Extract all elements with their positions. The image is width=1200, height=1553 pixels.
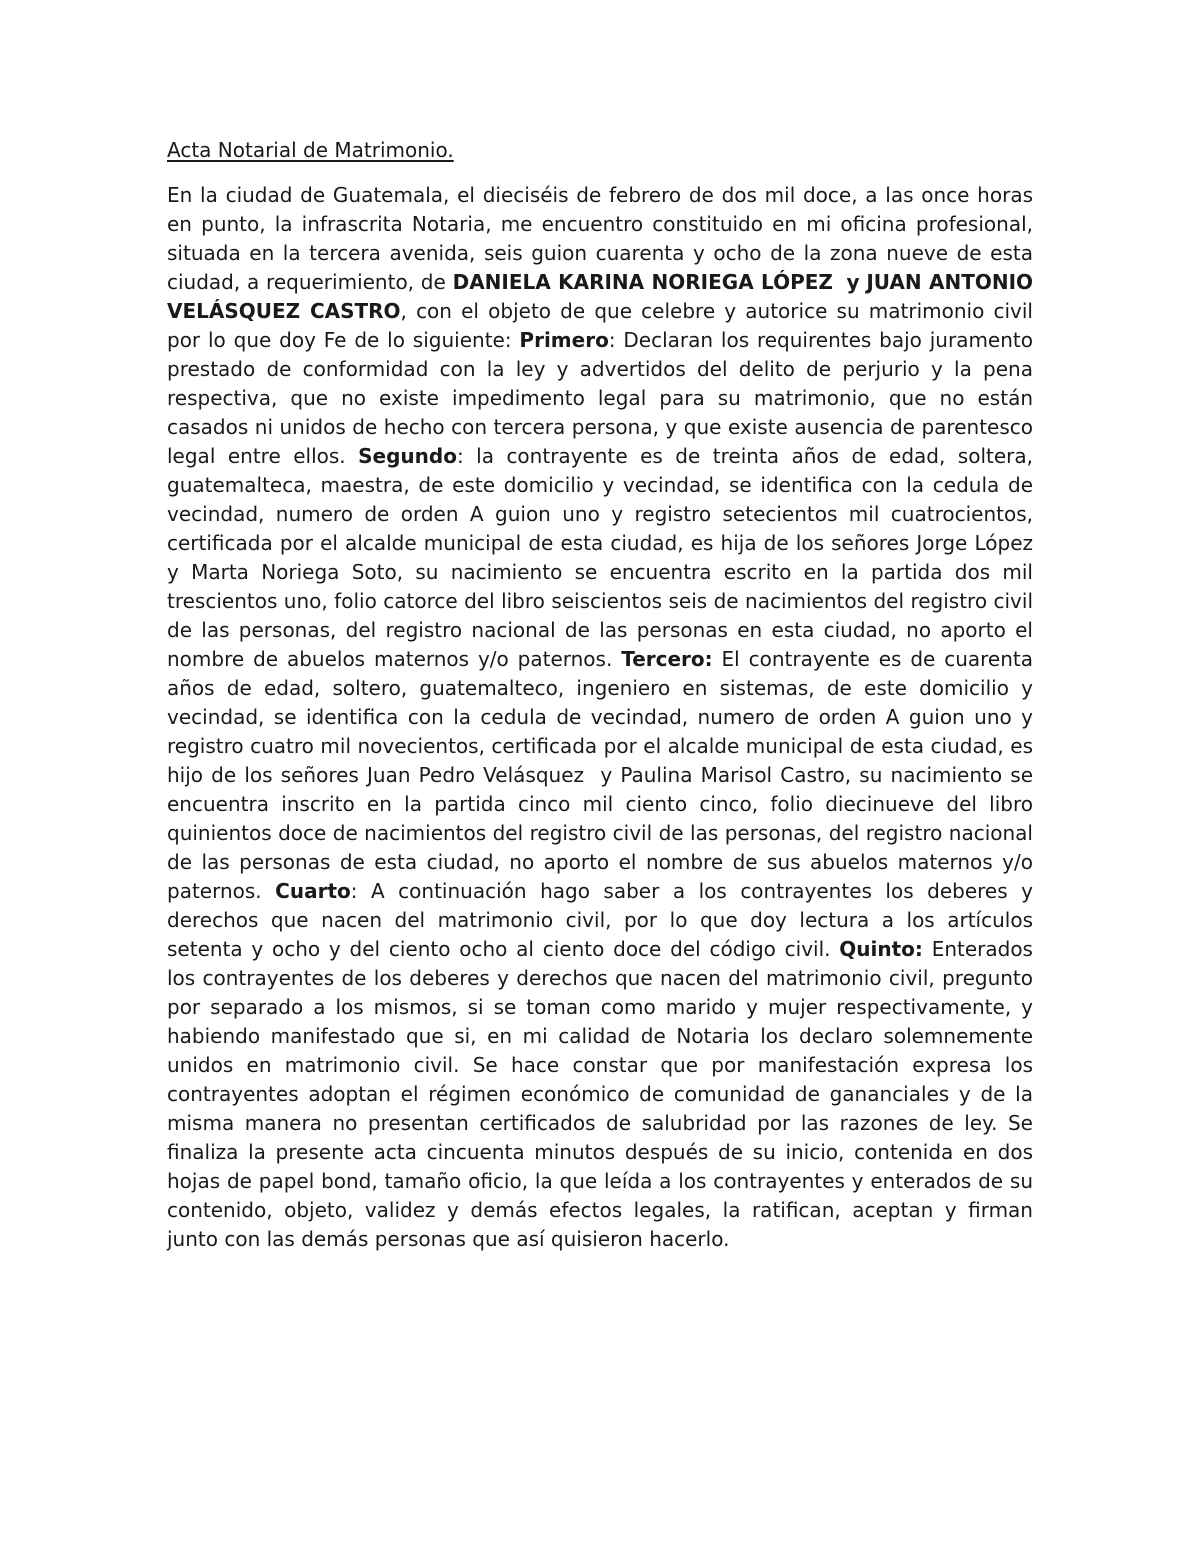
body-text-segment: Enterados los contrayentes de los deberes y derechos que nacen del matrimonio civil, pregunto por separado a los mismos, si se toman como marido y mujer respectivamente, y habiendo manifestado que si, en mi calidad de Notaria los declaro solemnemente unidos en matrimonio civil. Se hace constar que por manifestación expresa los contrayentes adoptan el régimen económico de comunidad de gananciales y de la misma manera no presentan certificados de salubridad por las razones de ley. Se finaliza la presente acta cincuenta minutos después de su inicio, contenida en dos hojas de papel bond, tamaño oficio, la que leída a los contrayentes y enterados de su contenido, objeto, validez y demás efectos legales, la ratifican, aceptan y firman junto con las demás personas que así quisieron hacerlo. <box>167 937 1040 1251</box>
body-text-segment: En la ciudad de Guatemala, el dieciséis de febrero de dos mil doce, a las once horas en punto, la infrascrita Notaria, me encuentro constituido en mi oficina profesional, situada en la tercera avenida, seis guion cuarenta y ocho de la zona nueve de esta ciudad, a requerimiento, de <box>167 183 1040 294</box>
clause-heading-cuarto: Cuarto <box>275 879 351 903</box>
body-text-segment: : Declaran los requirentes bajo juramento prestado de conformidad con la ley y advertidos del delito de perjurio y la pena respectiva, que no existe impedimento legal para su matrimonio, que no están casados ni unidos de hecho con tercera persona, y que existe ausencia de parentesco legal entre ellos. <box>167 328 1040 468</box>
body-text-segment: El contrayente es de cuarenta años de edad, soltero, guatemalteco, ingeniero en sistemas, de este domicilio y vecindad, se identifica con la cedula de vecindad, numero de orden A guion uno y registro cuatro mil novecientos, certificada por el alcalde municipal de esta ciudad, es hijo de los señores Juan Pedro Velásquez y Paulina Marisol Castro, su nacimiento se encuentra inscrito en la partida cinco mil ciento cinco, folio diecinueve del libro quinientos doce de nacimientos del registro civil de las personas, del registro nacional de las personas de esta ciudad, no aporto el nombre de sus abuelos maternos y/o paternos. <box>167 647 1040 903</box>
clause-heading-quinto: Quinto: <box>839 937 923 961</box>
clause-heading-segundo: Segundo <box>358 444 457 468</box>
bride-name: DANIELA KARINA NORIEGA LÓPEZ <box>452 270 833 294</box>
conjunction: y <box>846 270 860 294</box>
document-content <box>167 136 1046 1254</box>
body-text-segment: , con el objeto de que celebre y autorice su matrimonio civil por lo que doy Fe de lo siguiente: <box>167 299 1046 352</box>
groom-name: JUAN ANTONIO VELÁSQUEZ CASTRO <box>167 270 1040 323</box>
body-text-segment: : la contrayente es de treinta años de edad, soltera, guatemalteca, maestra, de este domicilio y vecindad, se identifica con la cedula de vecindad, numero de orden A guion uno y registro setecientos mil cuatrocientos, certificada por el alcalde municipal de esta ciudad, es hija de los señores Jorge López y Marta Noriega Soto, su nacimiento se encuentra escrito en la partida dos mil trescientos uno, folio catorce del libro seiscientos seis de nacimientos del registro civil de las personas, del registro nacional de las personas en esta ciudad, no aporto el nombre de abuelos maternos y/o paternos. <box>167 444 1040 671</box>
clause-heading-primero: Primero <box>519 328 609 352</box>
clause-heading-tercero: Tercero: <box>621 647 713 671</box>
document-title: Acta Notarial de Matrimonio. <box>167 138 454 162</box>
body-text-segment: : A continuación hago saber a los contrayentes los deberes y derechos que nacen del matrimonio civil, por lo que doy lectura a los artículos setenta y ocho y del ciento ocho al ciento doce del código civil. <box>167 879 1040 961</box>
body-text-segment <box>833 270 847 294</box>
document-body <box>167 181 1046 1254</box>
